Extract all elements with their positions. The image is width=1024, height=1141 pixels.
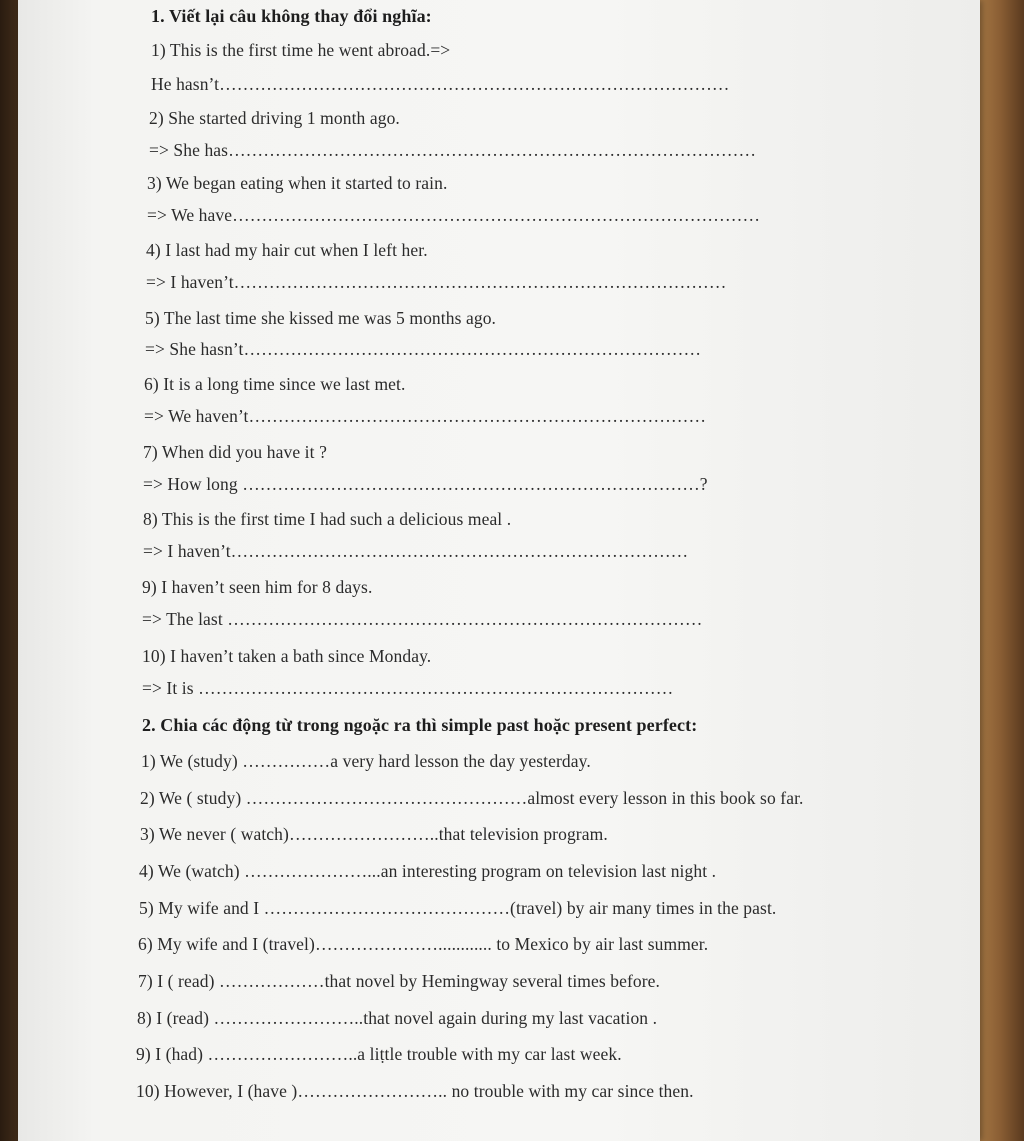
s1-question-2: 2) She started driving 1 month ago. xyxy=(149,108,400,128)
s1-question-5: 5) The last time she kissed me was 5 months ago. xyxy=(145,308,497,328)
s1-question-8: 8) This is the first time I had such a delicious meal . xyxy=(143,509,512,529)
s1-answer-1[interactable]: He hasn’t…………………………………………………………………………… xyxy=(151,74,730,94)
section-2-title: 2. Chia các động từ trong ngoặc ra thì simple past hoặc present perfect: xyxy=(142,715,698,735)
s2-item-9[interactable]: 9) I (had) ……………………..a liṭtle trouble with my car last week. xyxy=(136,1044,622,1064)
s1-question-6: 6) It is a long time since we last met. xyxy=(144,374,406,394)
s1-answer-7[interactable]: => How long ……………………………………………………………………? xyxy=(143,474,708,494)
section-1-title: 1. Viết lại câu không thay đổi nghĩa: xyxy=(151,6,432,26)
s1-question-10: 10) I haven’t taken a bath since Monday. xyxy=(142,646,432,666)
worksheet-paper xyxy=(18,0,980,1141)
s2-item-1[interactable]: 1) We (study) ……………a very hard lesson the day yesterday. xyxy=(141,751,591,771)
s1-question-7: 7) When did you have it ? xyxy=(143,442,327,462)
s2-item-6[interactable]: 6) My wife and I (travel)…………………............ to Mexico by air last summer. xyxy=(138,934,709,954)
s1-question-9: 9) I haven’t seen him for 8 days. xyxy=(142,577,373,597)
s2-item-8[interactable]: 8) I (read) ……………………..that novel again during my last vacation . xyxy=(137,1008,658,1028)
s1-question-1: 1) This is the first time he went abroad.=> xyxy=(151,40,451,60)
s1-answer-4[interactable]: => I haven’t………………………………………………………………………… xyxy=(146,272,727,292)
s2-item-3[interactable]: 3) We never ( watch)……………………..that television program. xyxy=(140,824,608,844)
s1-answer-9[interactable]: => The last ……………………………………………………………………… xyxy=(142,609,703,629)
s2-item-4[interactable]: 4) We (watch) …………………...an interesting program on television last night . xyxy=(139,861,717,881)
s1-question-3: 3) We began eating when it started to rain. xyxy=(147,173,448,193)
s2-item-7[interactable]: 7) I ( read) ………………that novel by Hemingway several times before. xyxy=(138,971,661,991)
s1-answer-10[interactable]: => It is ……………………………………………………………………… xyxy=(142,678,674,698)
worksheet-content xyxy=(18,0,980,1141)
s1-answer-5[interactable]: => She hasn’t…………………………………………………………………… xyxy=(145,339,702,359)
s2-item-10[interactable]: 10) However, I (have )…………………….. no trouble with my car since then. xyxy=(136,1081,694,1101)
s1-question-4: 4) I last had my hair cut when I left her. xyxy=(146,240,428,260)
s1-answer-3[interactable]: => We have……………………………………………………………………………… xyxy=(147,205,761,225)
s1-answer-8[interactable]: => I haven’t…………………………………………………………………… xyxy=(143,541,689,561)
s2-item-2[interactable]: 2) We ( study) …………………………………………almost every lesson in this book so far. xyxy=(140,788,804,808)
s1-answer-2[interactable]: => She has……………………………………………………………………………… xyxy=(149,140,757,160)
s1-answer-6[interactable]: => We haven’t…………………………………………………………………… xyxy=(144,406,707,426)
s2-item-5[interactable]: 5) My wife and I ……………………………………(travel) by air many times in the past. xyxy=(139,898,777,918)
